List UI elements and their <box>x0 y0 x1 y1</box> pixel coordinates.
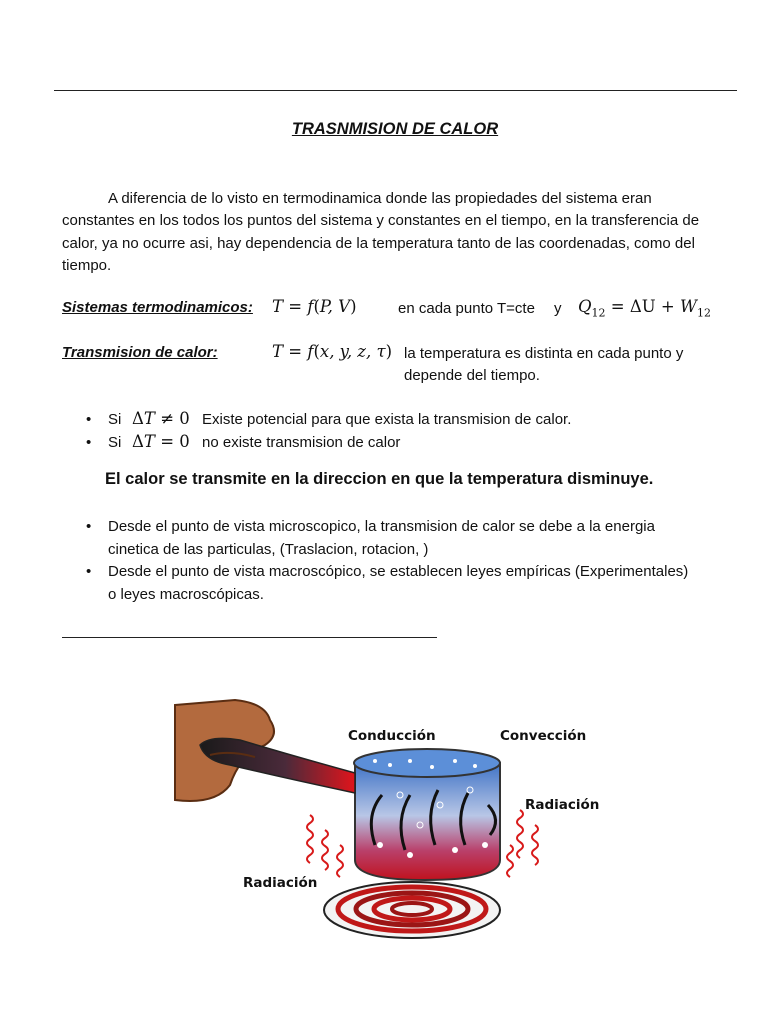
top-rule <box>54 90 737 91</box>
bullet-dot: • <box>86 411 92 428</box>
condition-formula-2: ΔT = 0 <box>132 432 190 451</box>
condition-si-2: Si <box>108 434 122 451</box>
hand-holding-handle <box>175 700 355 801</box>
point-1-line-2: cinetica de las particulas, (Traslacion, rotacion, ) <box>108 540 429 558</box>
transmision-text-2: depende del tiempo. <box>404 367 540 384</box>
condition-text-2: no existe transmision de calor <box>202 434 401 451</box>
sistemas-formula: T = f(P, V) <box>272 297 357 316</box>
label-radiacion-right: Radiación <box>525 797 600 813</box>
transmision-text-1: la temperatura es distinta en cada punto y <box>404 345 684 362</box>
point-2-line-2: o leyes macroscópicas. <box>108 585 264 603</box>
label-radiacion-left: Radiación <box>243 875 318 891</box>
first-law-formula: $Q_{12} = \Delta U + W_{12}$ <box>578 297 711 320</box>
transmision-label <box>62 344 218 361</box>
bullet-dot: • <box>86 434 92 451</box>
sistemas-text: en cada punto T=cte <box>398 300 535 317</box>
burner <box>324 882 500 938</box>
sistemas-label <box>62 299 253 316</box>
list-item <box>82 516 742 561</box>
transmision-label-text: Transmision de calor: <box>62 344 218 361</box>
heat-transfer-illustration <box>170 695 630 945</box>
points-list <box>82 516 742 606</box>
point-1-line-1: Desde el punto de vista microscopico, la transmision de calor se debe a la energia <box>108 518 655 535</box>
intro-paragraph <box>62 188 726 277</box>
condition-si-1: Si <box>108 411 122 428</box>
page-title: TRASNMISION DE CALOR <box>291 120 499 138</box>
list-item <box>82 561 742 606</box>
point-2-line-1: Desde el punto de vista macroscópico, se establecen leyes empíricas (Experimentales) <box>108 563 689 580</box>
separator-rule <box>62 637 437 638</box>
highlight-statement: El calor se transmite en la direccion en que la temperatura disminuye. <box>105 470 654 488</box>
bullet-dot: • <box>86 518 92 535</box>
label-conveccion: Convección <box>500 728 587 744</box>
transmision-formula: T = f(x, y, z, τ) <box>272 342 393 361</box>
condition-text-1: Existe potencial para que exista la transmision de calor. <box>202 411 572 428</box>
pot <box>354 749 500 880</box>
label-conduccion: Conducción <box>348 728 436 744</box>
sistemas-and: y <box>554 300 562 317</box>
intro-text: A diferencia de lo visto en termodinamica donde las propiedades del sistema eran constantes en los todos los puntos del sistema y constantes en el tiempo, en la transferencia de calor, ya no ocurre asi, hay dependencia de la temperatura tanto de las coordenadas, como del tiempo. <box>62 190 700 274</box>
condition-formula-1: ΔT ≠ 0 <box>132 409 190 428</box>
bullet-dot: • <box>86 563 92 580</box>
sistemas-label-text: Sistemas termodinamicos: <box>62 299 253 316</box>
